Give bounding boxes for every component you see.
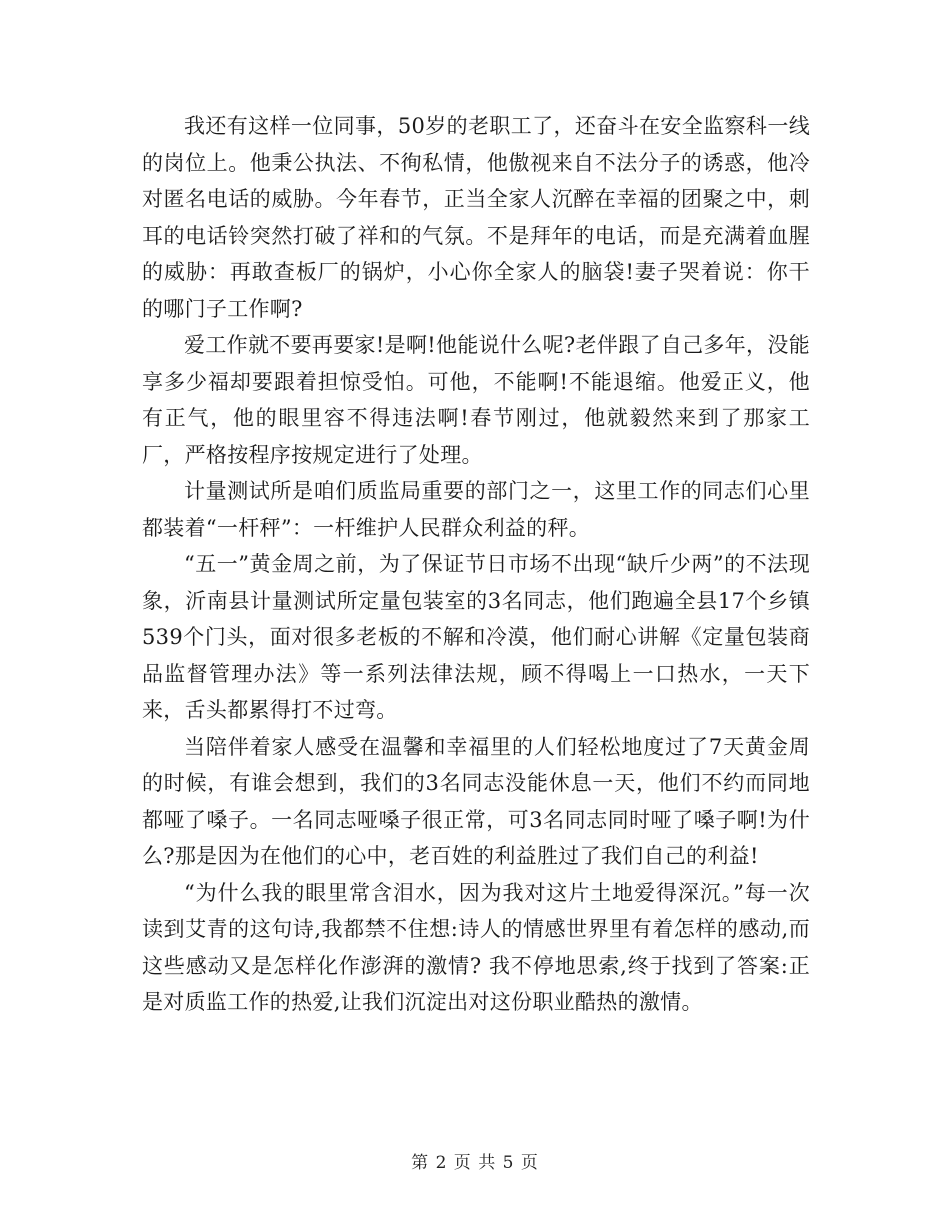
paragraph: 我还有这样一位同事，50岁的老职工了，还奋斗在安全监察科一线的岗位上。他秉公执法、不徇私情，他傲视来自不法分子的诱惑，他冷对匿名电话的威胁。今年春节，正当全家人沉醉在幸福的团聚之中，刺耳的电话铃突然打破了祥和的气氛。不是拜年的电话，而是充满着血腥的威胁：再敢查板厂的锅炉，小心你全家人的脑袋!妻子哭着说：你干的哪门子工作啊?	[142, 114, 810, 321]
paragraph: 爱工作就不要再要家!是啊!他能说什么呢?老伴跟了自己多年，没能享多少福却要跟着担惊受怕。可他，不能啊!不能退缩。他爱正义，他有正气，他的眼里容不得违法啊!春节刚过，他就毅然来到了那家工厂，严格按程序按规定进行了处理。	[142, 333, 810, 467]
page-number-footer: 第 2 页 共 5 页	[411, 1153, 539, 1173]
paragraph: 计量测试所是咱们质监局重要的部门之一，这里工作的同志们心里都装着“一杆秤”：一杆维护人民群众利益的秤。	[142, 479, 810, 540]
document-body	[142, 108, 810, 1021]
paragraph: “五一”黄金周之前，为了保证节日市场不出现“缺斤少两”的不法现象，沂南县计量测试所定量包装室的3名同志，他们跑遍全县17个乡镇539个门头，面对很多老板的不解和冷漠，他们耐心讲解《定量包装商品监督管理办法》等一系列法律法规，顾不得喝上一口热水，一天下来，舌头都累得打不过弯。	[142, 552, 810, 722]
paragraph: 当陪伴着家人感受在温馨和幸福里的人们轻松地度过了7天黄金周的时候，有谁会想到，我们的3名同志没能休息一天，他们不约而同地都哑了嗓子。一名同志哑嗓子很正常，可3名同志同时哑了嗓子啊!为什么?那是因为在他们的心中，老百姓的利益胜过了我们自己的利益!	[142, 734, 810, 868]
paragraph: “为什么我的眼里常含泪水，因为我对这片土地爱得深沉。”每一次读到艾青的这句诗,我都禁不住想:诗人的情感世界里有着怎样的感动,而这些感动又是怎样化作澎湃的激情? 我不停地思索,终于找到了答案:正是对质监工作的热爱,让我们沉淀出对这份职业酷热的激情。	[142, 880, 810, 1014]
